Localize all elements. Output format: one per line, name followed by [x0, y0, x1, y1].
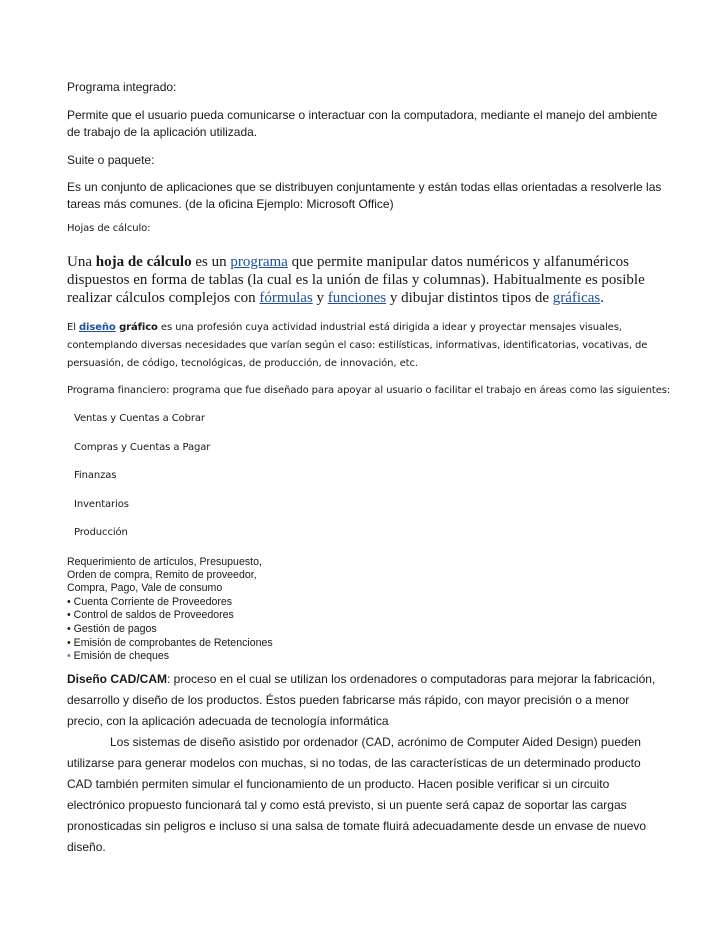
bullet-icon: •	[67, 623, 71, 635]
bullet-item: • Cuenta Corriente de Proveedores	[67, 596, 233, 608]
formulas-link[interactable]: fórmulas	[259, 290, 313, 306]
cad-line: precio, con la aplicación adecuada de tecnología informática	[67, 714, 389, 728]
cad-line: utilizarse para generar modelos con muchas, si no todas, de las características de un determinado producto	[67, 756, 641, 770]
diseno-grafico-line: persuasión, de código, tecnológicas, de producción, de innovación, etc.	[67, 358, 418, 369]
area-item: Inventarios	[74, 499, 129, 510]
area-item: Compras y Cuentas a Pagar	[74, 442, 211, 453]
requerimiento-line: Requerimiento de artículos, Presupuesto,	[67, 556, 262, 568]
programa-integrado-title: Programa integrado:	[67, 80, 177, 94]
hoja-calculo-term: hoja de cálculo	[95, 254, 192, 270]
cad-line: Los sistemas de diseño asistido por ordenador (CAD, acrónimo de Computer Aided Design) pueden	[110, 735, 641, 749]
diseno-grafico-line: El diseño gráfico es una profesión cuya actividad industrial está dirigida a idear y proyectar mensajes visuales,	[67, 322, 622, 333]
bullet-item: • Gestión de pagos	[67, 623, 157, 635]
cad-line: diseño.	[67, 840, 106, 854]
cad-line: electrónico propuesto funcionará tal y como está previsto, si un puente será capaz de soportar las cargas	[67, 798, 627, 812]
funciones-link[interactable]: funciones	[327, 290, 387, 306]
bullet-icon: •	[67, 637, 71, 649]
bullet-item: • Emisión de cheques	[67, 650, 170, 662]
diseno-link[interactable]: diseño	[78, 322, 116, 333]
hoja-calculo-line: dispuestos en forma de tablas (la cual es la unión de filas y columnas). Habitualmente es posible	[67, 272, 645, 288]
cad-line: desarrollo y diseño de los productos. Éstos pueden fabricarse más rápido, con mayor precisión o a menor	[67, 693, 630, 707]
programa-financiero-line: Programa financiero: programa que fue diseñado para apoyar al usuario o facilitar el trabajo en áreas como las siguientes:	[67, 385, 671, 396]
area-item: Producción	[74, 527, 128, 538]
cad-line: Diseño CAD/CAM: proceso en el cual se utilizan los ordenadores o computadoras para mejorar la fabricación,	[67, 672, 656, 686]
graficas-link[interactable]: gráficas	[552, 290, 601, 306]
programa-integrado-body-line: Permite que el usuario pueda comunicarse o interactuar con la computadora, mediante el manejo del ambiente	[67, 108, 658, 122]
bullet-item: • Emisión de comprobantes de Retenciones	[67, 637, 273, 649]
cad-title: Diseño CAD/CAM	[67, 672, 168, 686]
hoja-calculo-line: Una hoja de cálculo es un programa que permite manipular datos numéricos y alfanuméricos	[67, 254, 629, 270]
requerimiento-line: Orden de compra, Remito de proveedor,	[67, 569, 257, 581]
bullet-item: • Control de saldos de Proveedores	[67, 609, 234, 621]
requerimiento-line: Compra, Pago, Vale de consumo	[67, 582, 223, 594]
cad-line: CAD también permiten simular el funcionamiento de un producto. Hacen posible verificar si un circuito	[67, 777, 610, 791]
suite-body-line: tareas más comunes. (de la oficina Ejemplo: Microsoft Office)	[67, 197, 394, 211]
cad-line: pronosticadas sin peligros e incluso si una salsa de tomate fluirá adecuadamente desde un envase de nuevo	[67, 819, 647, 833]
diseno-grafico-line: contemplando diversas necesidades que varían según el caso: estilísticas, informativas, identificatorias, vocativas, de	[67, 340, 648, 351]
suite-title: Suite o paquete:	[67, 153, 155, 167]
suite-body-line: Es un conjunto de aplicaciones que se distribuyen conjuntamente y están todas ellas orientadas a resolverle las	[67, 180, 662, 194]
programa-link[interactable]: programa	[230, 254, 288, 270]
hoja-calculo-line: realizar cálculos complejos con fórmulas y funciones y dibujar distintos tipos de gráficas.	[67, 290, 604, 306]
programa-integrado-body-line: de trabajo de la aplicación utilizada.	[67, 125, 258, 139]
hojas-calculo-title: Hojas de cálculo:	[67, 223, 151, 234]
bullet-icon: •	[67, 609, 71, 621]
bullet-icon: •	[67, 650, 71, 662]
area-item: Finanzas	[74, 470, 117, 481]
bullet-icon: •	[67, 596, 71, 608]
area-item: Ventas y Cuentas a Cobrar	[74, 413, 205, 424]
